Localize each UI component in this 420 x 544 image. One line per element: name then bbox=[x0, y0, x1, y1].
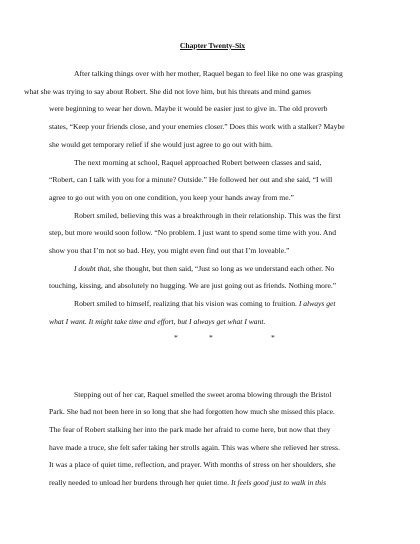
text-line: Park. She had not been here in so long that she had forgotten how much she missed this place. bbox=[49, 407, 335, 417]
italic-thought: It feels good just to walk in this bbox=[230, 478, 327, 488]
text-span: Robert smiled to himself, realizing that his vision was coming to fruition. bbox=[74, 299, 299, 309]
italic-thought: I doubt that, bbox=[74, 263, 112, 273]
text-line: The next morning at school, Raquel approached Robert between classes and said, bbox=[74, 157, 322, 167]
scene-break-asterisk: * bbox=[174, 332, 178, 342]
paragraph-3 bbox=[49, 207, 376, 260]
text-line: she would get temporary relief if she would just agree to go out with him. bbox=[49, 139, 273, 149]
blank-space bbox=[49, 351, 376, 386]
scene-break-asterisk: * bbox=[271, 332, 275, 342]
paragraph-4 bbox=[49, 260, 376, 295]
paragraph-6 bbox=[49, 386, 376, 492]
scene-break bbox=[49, 331, 376, 351]
text-line: show you that I’m not so bad. Hey, you might even find out that I’m loveable.” bbox=[49, 246, 290, 256]
paragraph-1 bbox=[24, 65, 376, 154]
text-span: really needed to unload her burdens through her quiet time. bbox=[49, 478, 231, 488]
text-line: “Robert, can I talk with you for a minute? Outside.” He followed her out and she said, “I will bbox=[49, 175, 333, 185]
scene-break-asterisk: * bbox=[209, 332, 213, 342]
text-line: touching, kissing, and absolutely no hugging. We are just going out as friends. Nothing more.” bbox=[49, 281, 337, 291]
italic-thought: what I want. It might take time and effort, but I always get what I want. bbox=[49, 316, 266, 326]
text-line: The fear of Robert stalking her into the park made her afraid to come here, but now that they bbox=[49, 424, 331, 434]
text-line: It was a place of quiet time, reflection, and prayer. With months of stress on her shoulders, she bbox=[49, 460, 336, 470]
chapter-title: Chapter Twenty-Six bbox=[179, 41, 246, 50]
text-span: she thought, but then said, “Just so long as we understand each other. No bbox=[111, 263, 335, 273]
paragraph-2 bbox=[49, 154, 376, 207]
text-line: what she was trying to say about Robert. She did not love him, but his threats and mind games bbox=[24, 86, 311, 96]
text-line: Robert smiled, believing this was a breakthrough in their relationship. This was the first bbox=[74, 210, 341, 220]
paragraph-5 bbox=[49, 295, 376, 330]
text-line: were beginning to wear her down. Maybe it would be easier just to give in. The old proverb bbox=[49, 104, 328, 114]
italic-thought: I always get bbox=[298, 299, 336, 309]
text-line: Stepping out of her car, Raquel smelled the sweet aroma blowing through the Bristol bbox=[74, 389, 332, 399]
text-line bbox=[49, 260, 376, 278]
text-line: step, but more would soon follow. “No problem. I just want to spend some time with you. And bbox=[49, 228, 336, 238]
text-line: After talking things over with her mother, Raquel began to feel like no one was grasping bbox=[74, 69, 343, 78]
text-line bbox=[24, 474, 376, 492]
text-line: have made a truce, she felt safer taking her strolls again. This was where she relieved her stress. bbox=[49, 442, 340, 452]
text-line: agree to go out with you on one condition, you keep your hands away from me.” bbox=[49, 192, 294, 202]
text-line: states, “Keep your friends close, and your enemies closer.” Does this work with a stalker? Maybe bbox=[49, 122, 345, 132]
text-line bbox=[49, 295, 376, 313]
text-line bbox=[24, 313, 376, 331]
